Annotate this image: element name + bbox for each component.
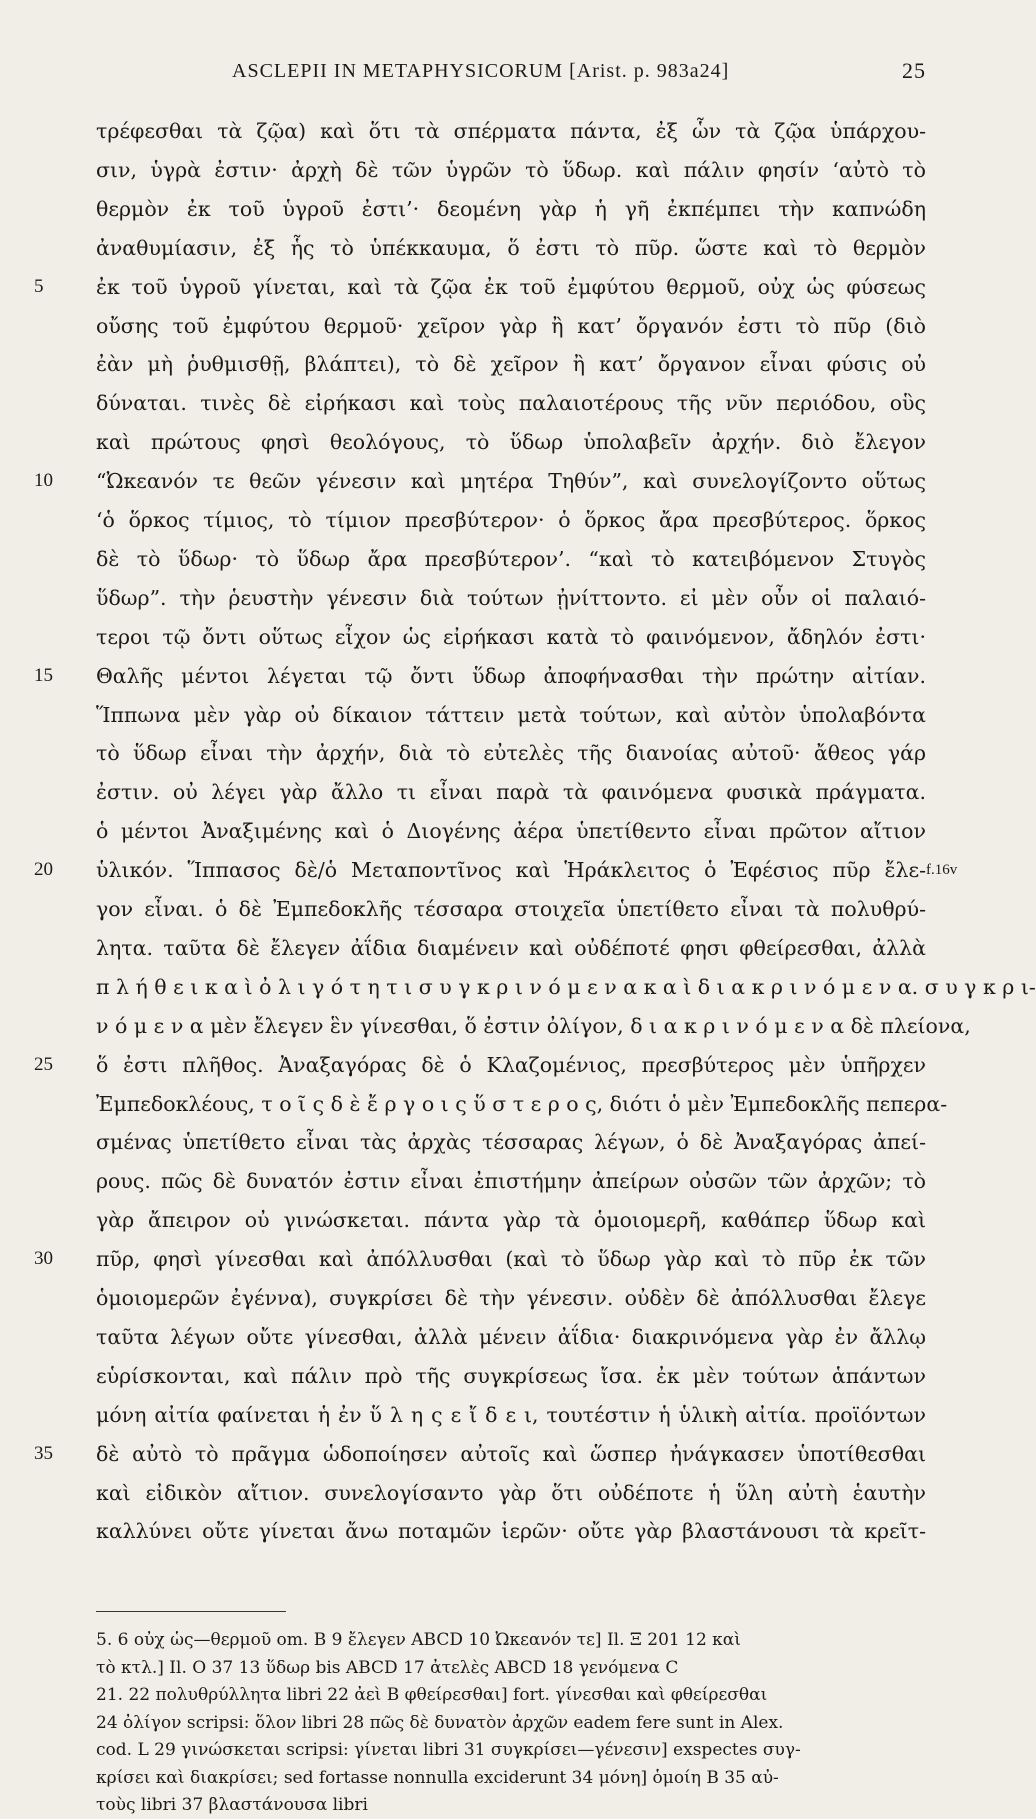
footnote-line: 21. 22 πολυθρύλλητα libri 22 ἀεὶ B φθείρεσθαι] fort. γίνεσθαι καὶ φθείρεσθαι [96,1685,768,1705]
text-line: ἐστιν. οὐ λέγει γὰρ ἄλλο τι εἶναι παρὰ τὰ φαινόμενα φυσικὰ πράγματα. [96,780,926,805]
text-line: πῦρ, φησὶ γίνεσθαι καὶ ἀπόλλυσθαι (καὶ τὸ ὕδωρ γὰρ καὶ τὸ πῦρ ἐκ τῶν [96,1247,926,1272]
text-line: ταῦτα λέγων οὔτε γίνεσθαι, ἀλλὰ μένειν ἀΐδια· διακρινόμενα γὰρ ἐν ἄλλῳ [96,1324,926,1349]
running-title: ASCLEPII IN METAPHYSICORUM [Arist. p. 983a24] [232,60,730,82]
footnote-line: cod. L 29 γινώσκεται scripsi: γίνεται libri 31 συγκρίσει—γένεσιν] exspectes συγ- [96,1740,801,1760]
text-line: ὁμοιομερῶν ἐγέννα), συγκρίσει δὲ τὴν γένεσιν. οὐδὲν δὲ ἀπόλλυσθαι ἔλεγε [96,1286,926,1310]
line-number: 25 [34,1053,53,1075]
text-line: Ἐμπεδοκλέους, τ ο ῖ ς δ ὲ ἔ ρ γ ο ι ς ὕ σ τ ε ρ ο ς, διότι ὁ μὲν Ἐμπεδοκλῆς πεπερα- [96,1091,948,1116]
text-line: ὑλικόν. Ἵππασος δὲ/ὁ Μεταποντῖνος καὶ Ἡράκλειτος ὁ Ἐφέσιος πῦρ ἔλε- [96,858,926,883]
text-line: ὅ ἐστι πλῆθος. Ἀναξαγόρας δὲ ὁ Κλαζομένιος, πρεσβύτερος μὲν ὑπῆρχεν [96,1052,926,1077]
text-line: π λ ή θ ε ι κ α ὶ ὀ λ ι γ ό τ η τ ι σ υ γ κ ρ ι ν ό μ ε ν α κ α ὶ δ ι α κ ρ ι ν ό μ ε ν α. σ υ γ κ ρ ι- [96,974,1036,999]
text-line: ἀναθυμίασιν, ἐξ ἧς τὸ ὑπέκκαυμα, ὅ ἐστι τὸ πῦρ. ὥστε καὶ τὸ θερμὸν [96,235,926,260]
line-number: 5 [34,275,44,297]
footnote-rule [96,1611,286,1612]
footnote-line: 5. 6 οὐχ ὡς—θερμοῦ om. B 9 ἔλεγεν ABCD 10 Ὠκεανόν τε] Il. Ξ 201 12 καὶ [96,1630,741,1650]
text-line: τεροι τῷ ὄντι οὕτως εἶχον ὡς εἰρήκασι κατὰ τὸ φαινόμενον, ἄδηλόν ἐστι· [96,624,926,649]
text-line: δὲ αὐτὸ τὸ πρᾶγμα ὡδοποίησεν αὐτοῖς καὶ ὥσπερ ἠνάγκασεν ὑποτίθεσθαι [96,1441,926,1466]
page-number: 25 [902,58,926,83]
text-line: Θαλῆς μέντοι λέγεται τῷ ὄντι ὕδωρ ἀποφήνασθαι τὴν πρώτην αἰτίαν. [96,663,926,688]
text-line: ‘ὁ ὅρκος τίμιος, τὸ τίμιον πρεσβύτερον· ὁ ὅρκος ἄρα πρεσβύτερος. ὅρκος [96,508,926,532]
footnote-line: 24 ὀλίγον scripsi: ὅλον libri 28 πῶς δὲ δυνατὸν ἀρχῶν eadem fere sunt in Alex. [96,1712,784,1733]
line-number: 10 [34,470,53,492]
text-line: καὶ εἰδικὸν αἴτιον. συνελογίσαντο γὰρ ὅτι οὐδέποτε ἡ ὕλη αὐτὴ ἑαυτὴν [96,1480,926,1505]
text-line: δὲ τὸ ὕδωρ· τὸ ὕδωρ ἄρα πρεσβύτερον’. “καὶ τὸ κατειβόμενον Στυγὸς [96,546,926,571]
folio-marginal-note: f.16v [926,862,958,879]
text-line: ὕδωρ”. τὴν ῥευστὴν γένεσιν διὰ τούτων ᾐνίττοντο. εἰ μὲν οὖν οἱ παλαιό- [96,585,926,610]
running-head [232,54,926,88]
text-line: οὔσης τοῦ ἐμφύτου θερμοῦ· χεῖρον γὰρ ἢ κατ’ ὄργανόν ἐστι τὸ πῦρ (διὸ [96,313,926,338]
text-line: ὁ μέντοι Ἀναξιμένης καὶ ὁ Διογένης ἀέρα ὑπετίθεντο εἶναι πρῶτον αἴτιον [96,819,926,844]
text-line: λητα. ταῦτα δὲ ἔλεγεν ἀΐδια διαμένειν καὶ οὐδέποτέ φησι φθείρεσθαι, ἀλλὰ [96,935,926,960]
footnote-line: τὸ κτλ.] Il. O 37 13 ὕδωρ bis ABCD 17 ἀτελὲς ABCD 18 γενόμενα C [96,1657,679,1678]
text-line: γὰρ ἄπειρον οὐ γινώσκεται. πάντα γὰρ τὰ ὁμοιομερῆ, καθάπερ ὕδωρ καὶ [96,1208,926,1233]
text-line: τρέφεσθαι τὰ ζῷα) καὶ ὅτι τὰ σπέρματα πάντα, ἐξ ὧν τὰ ζῷα ὑπάρχου- [96,119,926,143]
line-number: 15 [34,664,53,686]
text-line: ρους. πῶς δὲ δυνατόν ἐστιν εἶναι ἐπιστήμην ἀπείρων οὐσῶν τῶν ἀρχῶν; τὸ [96,1169,926,1194]
text-line: ἐὰν μὴ ῥυθμισθῇ, βλάπτει), τὸ δὲ χεῖρον ἢ κατ’ ὄργανον εἶναι φύσις οὐ [96,352,926,377]
footnote-line: τοὺς libri 37 βλαστάνουσα libri [96,1795,368,1815]
line-number: 30 [34,1248,53,1270]
text-line: καὶ πρώτους φησὶ θεολόγους, τὸ ὕδωρ ὑπολαβεῖν ἀρχήν. διὸ ἔλεγον [96,430,926,455]
text-line: σιν, ὑγρὰ ἐστιν· ἀρχὴ δὲ τῶν ὑγρῶν τὸ ὕδωρ. καὶ πάλιν φησίν ‘αὐτὸ τὸ [96,157,926,182]
text-line: Ἵππωνα μὲν γὰρ οὐ δίκαιον τάττειν μετὰ τούτων, καὶ αὐτὸν ὑπολαβόντα [96,702,926,727]
line-number: 35 [34,1442,53,1464]
footnote-line: κρίσει καὶ διακρίσει; sed fortasse nonnulla exciderunt 34 μόνη] ὁμοίη B 35 αὐ- [96,1767,779,1788]
text-line: καλλύνει οὔτε γίνεται ἄνω ποταμῶν ἱερῶν· οὔτε γὰρ βλαστάνουσι τὰ κρεῖτ- [96,1519,926,1544]
text-line: μόνη αἰτία φαίνεται ἡ ἐν ὕ λ η ς ε ἴ δ ε ι, τουτέστιν ἡ ὑλικὴ αἰτία. προϊόντων [96,1402,926,1427]
text-line: θερμὸν ἐκ τοῦ ὑγροῦ ἐστι’· δεομένη γὰρ ἡ γῆ ἐκπέμπει τὴν καπνώδη [96,196,926,221]
text-line: ν ό μ ε ν α μὲν ἔλεγεν ἓν γίνεσθαι, ὅ ἐστιν ὀλίγον, δ ι α κ ρ ι ν ό μ ε ν α δὲ πλείονα, [96,1013,971,1038]
text-line: εὑρίσκονται, καὶ πάλιν πρὸ τῆς συγκρίσεως ἴσα. ἐκ μὲν τούτων ἁπάντων [96,1363,926,1388]
text-line: τὸ ὕδωρ εἶναι τὴν ἀρχήν, διὰ τὸ εὐτελὲς τῆς διανοίας αὐτοῦ· ἄθεος γάρ [96,741,926,766]
text-line: γον εἶναι. ὁ δὲ Ἐμπεδοκλῆς τέσσαρα στοιχεῖα ὑπετίθετο εἶναι τὰ πολυθρύ- [96,897,926,921]
text-line: “Ὠκεανόν τε θεῶν γένεσιν καὶ μητέρα Τηθύν”, καὶ συνελογίζοντο οὕτως [96,469,926,494]
line-number: 20 [34,859,53,881]
text-line: σμένας ὑπετίθετο εἶναι τὰς ἀρχὰς τέσσαρας λέγων, ὁ δὲ Ἀναξαγόρας ἀπεί- [96,1130,926,1155]
text-line: ἐκ τοῦ ὑγροῦ γίνεται, καὶ τὰ ζῷα ἐκ τοῦ ἐμφύτου θερμοῦ, οὐχ ὡς φύσεως [96,274,926,299]
text-line: δύναται. τινὲς δὲ εἰρήκασι καὶ τοὺς παλαιοτέρους τῆς νῦν περιόδου, οὓς [96,391,926,416]
